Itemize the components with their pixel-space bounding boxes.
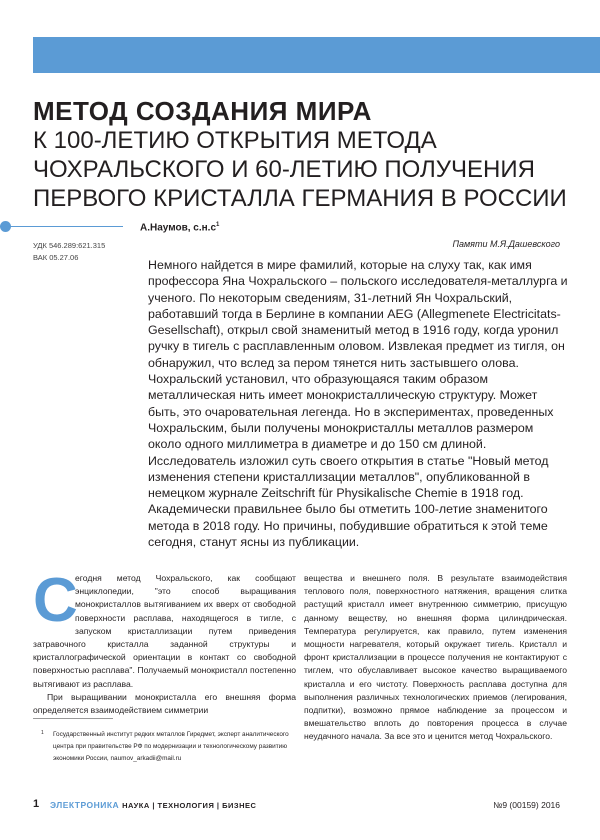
journal-name: ЭЛЕКТРОНИКА [50,800,120,810]
classification-codes [33,240,105,264]
journal-sections: НАУКА | ТЕХНОЛОГИЯ | БИЗНЕС [122,801,257,810]
rule-dot-marker [0,221,11,232]
header-color-bar [33,37,600,73]
body-column-left [33,566,296,717]
page-footer [0,798,600,818]
footnote-text: Государственный институт редких металлов Гиредмет, эксперт аналитического центра при правительстве РФ по модернизации и технологическому развитию экономики России, naumov_arkadii@mail.ru [53,731,289,762]
article-subtitle [33,126,593,213]
footnote-marker: 1 [41,730,44,736]
author-name: А.Наумов, с.н.с [140,222,217,234]
udk-code: УДК 546.289:621.315 [33,241,106,250]
body-column-right [304,572,567,744]
page-number: 1 [33,798,40,810]
dedication: Памяти М.Я.Дашевского [452,239,560,249]
footnote [33,729,293,765]
author-line [140,222,219,233]
subtitle-line: К 100-ЛЕТИЮ ОТКРЫТИЯ МЕТОДА [33,127,437,154]
footnote-rule [33,718,113,719]
lead-paragraph: Немного найдется в мире фамилий, которые на слуху так, как имя профессора Яна Чохральского – польского исследователя-металлурга и ученого. По некоторым сведениям, 31-летний Ян Чохральский, работавший тогда в Берлине в компании AEG (Allegmenete Electricitats-Gesellschaft), открыл свой знаменитый метод в 1916 году, когда уронил ручку в тигель с расплавленным оловом. Извлекая предмет из тигля, он обнаружил, что вслед за пером тянется нить застывшего олова. Чохральский установил, что образующаяся таким образом металлическая нить имеет монокристаллическую структуру. Может быть, это очаровательная легенда. Но в экспериментах, проведенных Чохральским, были получены монокристаллы металлов размером около одного миллиметра в диаметре и до 150 см длиной. Исследователь изложил суть своего открытия в статье "Новый метод изменения степени кристаллизации металлов", опубликованной в немецком журнале Zeitschrift für Physikalische Chemie в 1918 год. Академически правильнее было бы отметить 100-летие знаменитого метода в 2018 году. Но причины, побудившие обратиться к этой теме сегодня, станут ясны из публикации. [148,258,568,550]
article-title: МЕТОД СОЗДАНИЯ МИРА [33,96,372,126]
journal-masthead [50,800,256,810]
body-paragraph: вещества и внешнего поля. В результате взаимодействия теплового поля, поверхностного натяжения, вращения слитка растущий кристалл имеет внутреннюю симметрию, присущую данному веществу, но внешняя форма цилиндрическая. Температура регулируется, как правило, путем изменения мощности нагревателя, который окружает тигель. Кристалл и фронт кристаллизации в процессе получения не контактируют с тиглем, что обуславливает высокое качество выращиваемого кристалла и его чистоту. Поверхность расплава доступна для выполнения различных технологических приемов (легирования, подпитки), возможно прямое наблюдение за процессом и вмешательство вплоть до повторения процесса в случае неудачного начала. За все это и ценится метод Чохральского. [304,573,567,742]
subtitle-line: ЧОХРАЛЬСКОГО И 60-ЛЕТИЮ ПОЛУЧЕНИЯ [33,156,535,183]
body-paragraph: При выращивании монокристалла его внешняя форма определяется взаимодействием симметрии [33,691,296,716]
issue-number: №9 (00159) 2016 [493,800,560,810]
vak-code: ВАК 05.27.06 [33,253,79,262]
author-footnote-marker: 1 [216,222,220,228]
body-paragraph [33,566,296,691]
drop-cap: С [33,566,78,635]
author-rule [0,226,123,227]
paragraph-text: егодня метод Чохральского, как сообщают энциклопедии, "это способ выращивания монокристаллов вытягиванием их вверх от свободной поверхности расплава, находящегося в тигле, с запуском кристаллизации путем приведения затравочного кристалла заданной структуры и кристаллографической ориентации в контакт со свободной поверхностью расплава". Получаемый монокристалл постепенно вытягивают из расплава. [33,573,296,689]
subtitle-line: ПЕРВОГО КРИСТАЛЛА ГЕРМАНИЯ В РОССИИ [33,185,567,212]
